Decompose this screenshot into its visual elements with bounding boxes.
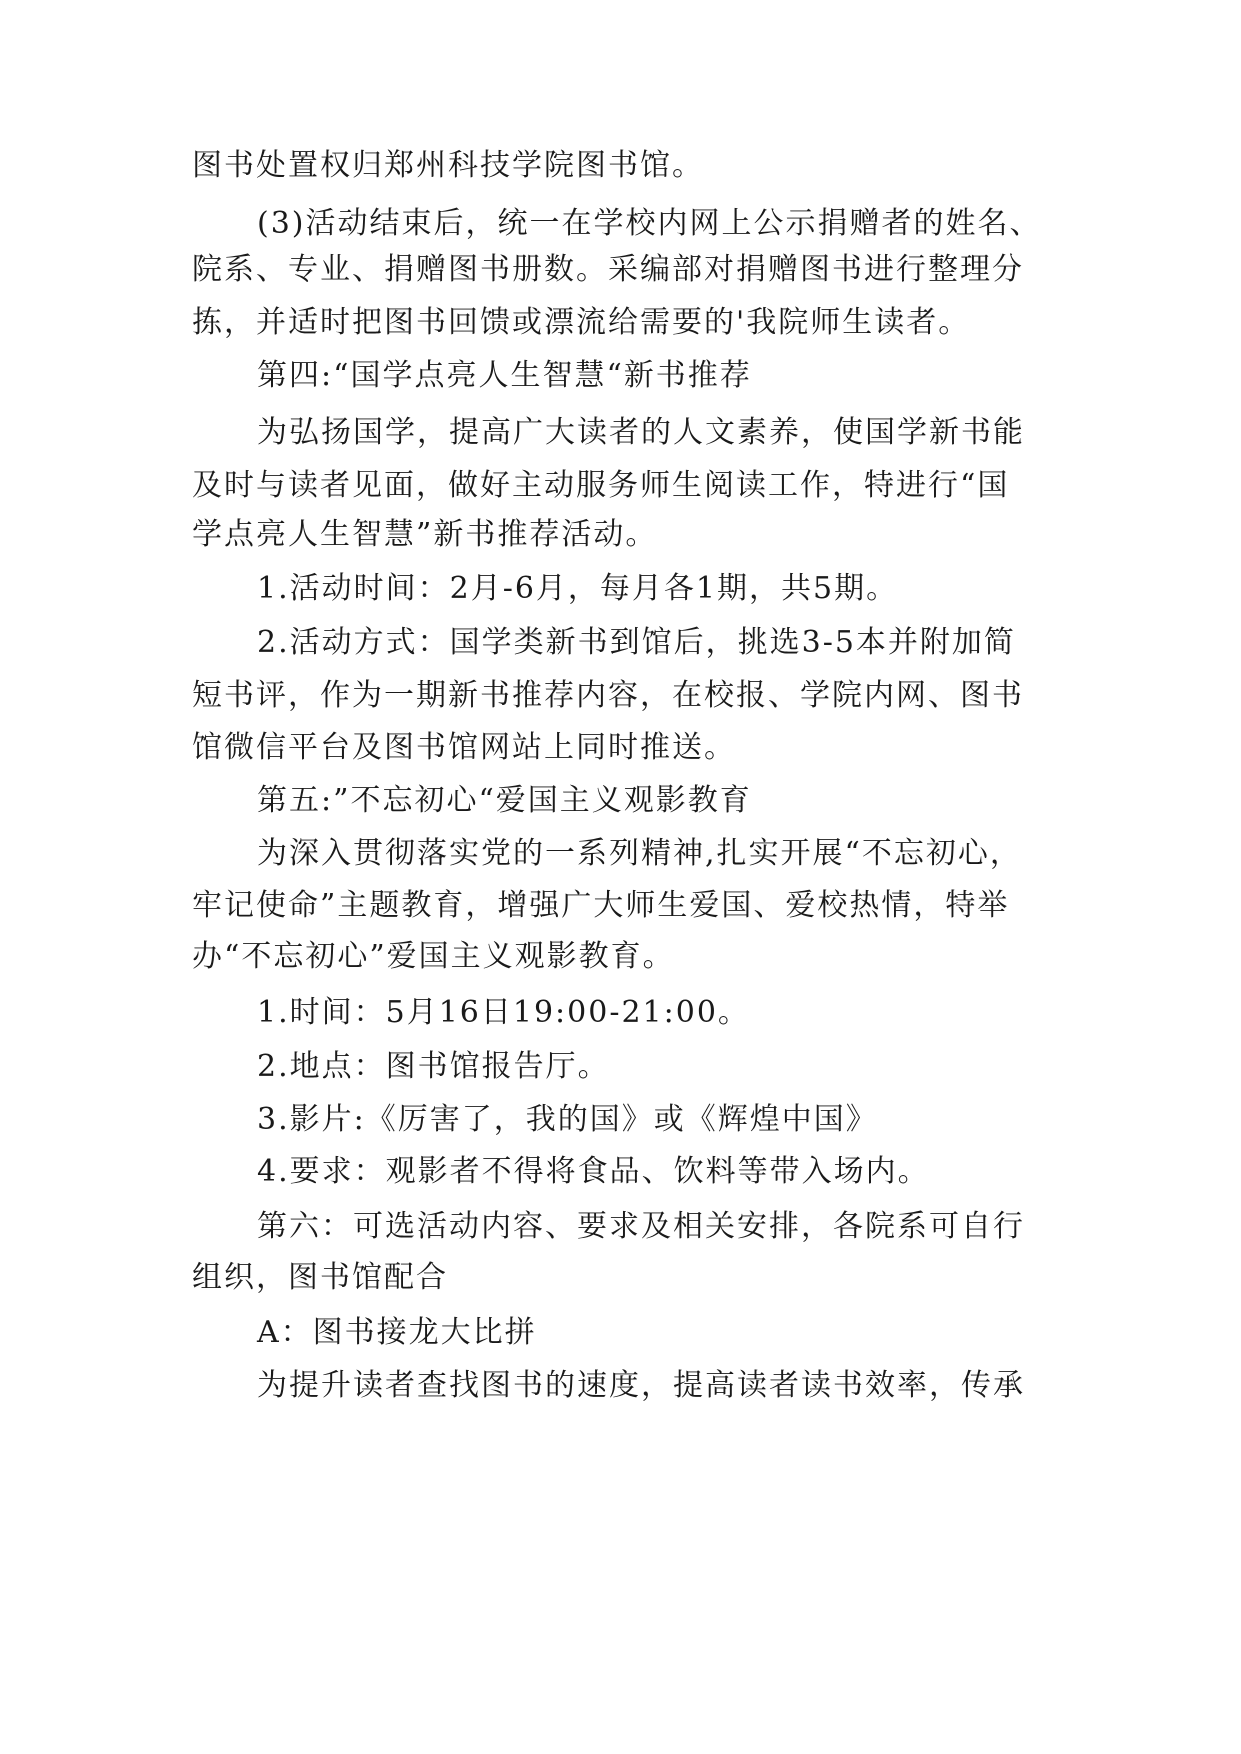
- text-line: 拣，并适时把图书回馈或漂流给需要的'我院师生读者。: [192, 305, 971, 340]
- text-line: 1.活动时间：2月-6月，每月各1期，共5期。: [257, 571, 899, 606]
- text-line: 馆微信平台及图书馆网站上同时推送。: [192, 730, 736, 765]
- text-line: 为提升读者查找图书的速度，提高读者读书效率，传承: [257, 1368, 1025, 1403]
- section-heading: 第四:“国学点亮人生智慧“新书推荐: [257, 358, 752, 393]
- text-line: 图书处置权归郑州科技学院图书馆。: [192, 148, 704, 183]
- section-heading: 第六：可选活动内容、要求及相关安排，各院系可自行: [257, 1209, 1025, 1244]
- text-line: 短书评，作为一期新书推荐内容，在校报、学院内网、图书: [192, 678, 1024, 713]
- text-line: (3)活动结束后，统一在学校内网上公示捐赠者的姓名、: [257, 206, 1042, 241]
- text-line: 组织，图书馆配合: [192, 1260, 448, 1295]
- text-line: 院系、专业、捐赠图书册数。采编部对捐赠图书进行整理分: [192, 252, 1024, 287]
- text-line: 2.地点：图书馆报告厅。: [257, 1049, 610, 1084]
- text-line: 3.影片:《厉害了，我的国》或《辉煌中国》: [257, 1102, 878, 1137]
- text-line: 2.活动方式：国学类新书到馆后，挑选3-5本并附加简: [257, 625, 1016, 660]
- section-heading: 第五:”不忘初心“爱国主义观影教育: [257, 783, 752, 818]
- text-line: 1.时间：5月16日19:00-21:00。: [257, 995, 750, 1030]
- text-line: 学点亮人生智慧”新书推荐活动。: [192, 517, 658, 552]
- text-line: 为弘扬国学，提高广大读者的人文素养，使国学新书能: [257, 415, 1025, 450]
- text-line: 为深入贯彻落实党的一系列精神,扎实开展“不忘初心，: [257, 836, 1022, 871]
- text-line: 办“不忘初心”爱国主义观影教育。: [192, 939, 675, 974]
- text-line: 4.要求：观影者不得将食品、饮料等带入场内。: [257, 1154, 930, 1189]
- subsection-heading: A：图书接龙大比拼: [257, 1315, 537, 1350]
- text-line: 及时与读者见面，做好主动服务师生阅读工作，特进行“国: [192, 468, 1010, 503]
- text-line: 牢记使命”主题教育，增强广大师生爱国、爱校热情，特举: [192, 888, 1010, 923]
